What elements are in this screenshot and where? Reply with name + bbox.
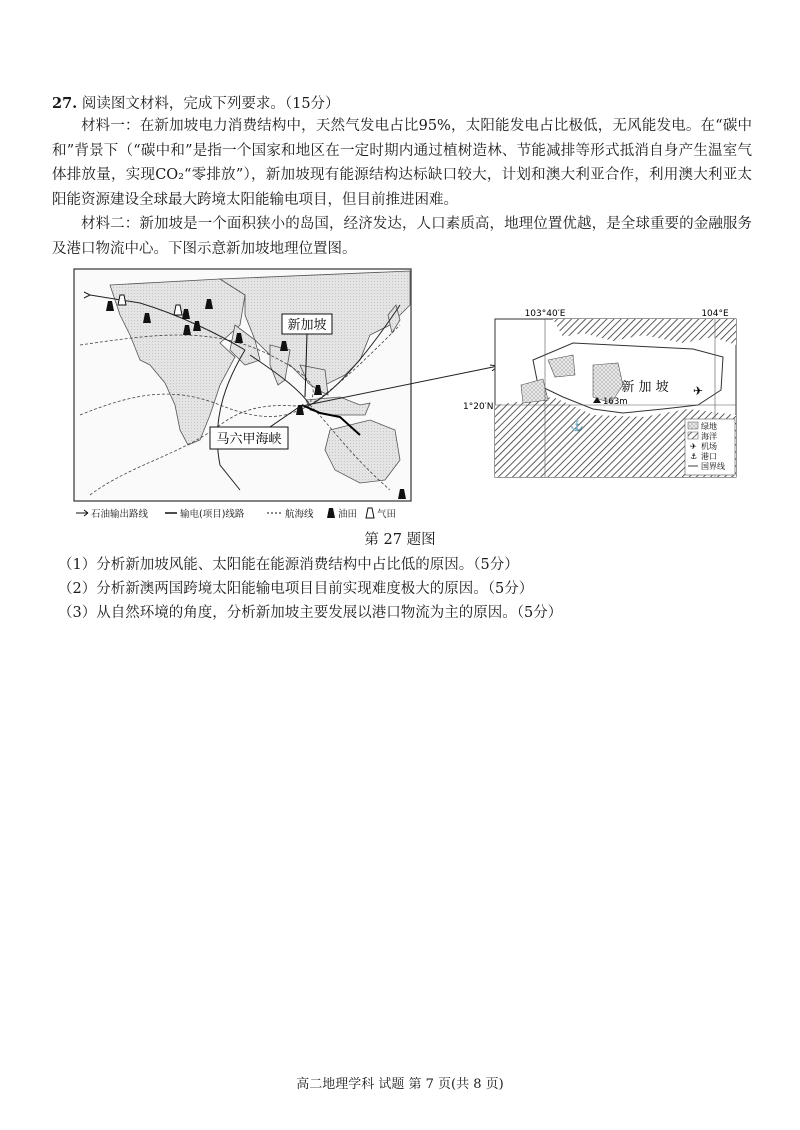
airport-icon: ✈ <box>692 384 704 398</box>
legend-border: 国界线 <box>701 462 725 471</box>
inset-legend <box>685 419 735 475</box>
page-footer: 高二地理学科 试题 第 7 页(共 8 页) <box>296 1077 504 1092</box>
question-intro: 阅读图文材料，完成下列要求。（15分） <box>81 96 340 112</box>
legend-port: 港口 <box>701 452 717 461</box>
world-map-legend <box>76 508 396 520</box>
port-icon: ⚓ <box>570 419 584 432</box>
singapore-label: 新加坡 <box>287 318 327 333</box>
material-2-text: 新加坡是一个面积狭小的岛国，经济发达，人口素质高，地理位置优越，是全球重要的金融服务及港口物流中心。下图示意新加坡地理位置图。 <box>52 216 752 257</box>
question-number: 27. <box>52 95 78 112</box>
longitude-right: 104°E <box>701 309 729 319</box>
legend-oil-field-icon <box>327 508 335 518</box>
figure-caption: 第 27 题图 <box>364 532 436 548</box>
material-1-text: 在新加坡电力消费结构中，天然气发电占比95%，太阳能发电占比极低，无风能发电。在“碳中和”背景下（“碳中和”是指一个国家和地区在一定时期内通过植树造林、节能减排等形式抵消自身产生温室气体排放量，实现CO₂“零排放”），新加坡现有能源结构达标缺口较大，计划和澳大利亚合作，利用澳大利亚太阳能资源建设全球最大跨境太阳能输电项目，但目前推进困难。 <box>52 118 753 208</box>
malacca-label: 马六甲海峡 <box>216 432 282 447</box>
legend-shipping: 航海线 <box>285 509 314 520</box>
legend-airport-icon: ✈ <box>690 442 697 451</box>
legend-gas-field-icon <box>366 508 374 518</box>
question-title <box>52 92 340 113</box>
legend-green-swatch <box>688 422 698 429</box>
elevation-label: 163m <box>603 397 628 407</box>
legend-airport: 机场 <box>701 442 717 451</box>
legend-port-icon: ⚓ <box>690 452 698 461</box>
singapore-inset-map <box>463 305 738 480</box>
island-label: 新 加 坡 <box>621 380 669 395</box>
legend-ocean: 海洋 <box>701 432 717 441</box>
latitude-label: 1°20′N <box>463 402 494 412</box>
legend-ocean-swatch <box>688 432 698 439</box>
material-2 <box>52 212 752 261</box>
longitude-left: 103°40′E <box>524 309 566 319</box>
material-2-label: 材料二： <box>81 216 140 232</box>
material-1-label: 材料一： <box>81 118 140 134</box>
legend-oil-route: 石油输出路线 <box>91 509 149 520</box>
subquestion-1: （1）分析新加坡风能、太阳能在能源消费结构中占比低的原因。（5分） <box>58 557 519 573</box>
legend-oil-field: 油田 <box>338 509 358 520</box>
subquestion-3: （3）从自然环境的角度，分析新加坡主要发展以港口物流为主的原因。（5分） <box>58 605 563 621</box>
legend-gas-field: 气田 <box>377 509 397 520</box>
legend-green: 绿地 <box>701 422 717 431</box>
legend-power-line: 输电(项目)线路 <box>180 509 245 520</box>
material-1 <box>52 114 752 212</box>
subquestion-2: （2）分析新澳两国跨境太阳能输电项目目前实现难度极大的原因。（5分） <box>58 581 534 597</box>
